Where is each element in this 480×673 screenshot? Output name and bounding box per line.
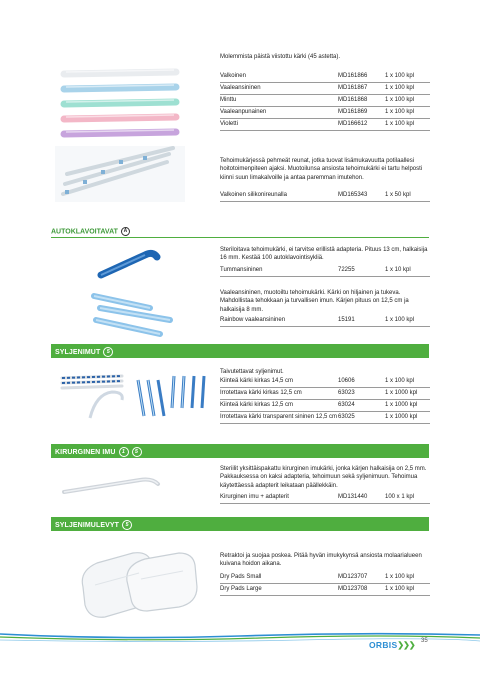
- product-row: [220, 118, 430, 131]
- product-row: [220, 189, 430, 202]
- product-row: [220, 314, 430, 327]
- product-quantity: 1 x 50 kpl: [385, 192, 411, 198]
- syljenimulevyt-title: SYLJENIMULEVYT 5: [55, 520, 132, 530]
- syljenimut-band: [51, 344, 429, 358]
- kirurginen-title: KIRURGINEN IMU 1 5: [55, 447, 142, 457]
- saliva-ejector-icon: 5: [122, 520, 132, 530]
- product-code: MD123707: [338, 574, 368, 580]
- product-quantity: 1 x 100 kpl: [385, 109, 415, 115]
- kirurginen-band: [51, 444, 429, 458]
- product-name: Violetti: [220, 121, 238, 127]
- product-quantity: 100 x 1 kpl: [385, 494, 415, 500]
- product-code: MD161866: [338, 73, 368, 79]
- dry-pads-image: [75, 545, 205, 625]
- product-code: 72255: [338, 267, 355, 273]
- product-quantity: 1 x 100 kpl: [385, 85, 415, 91]
- autoklavoitavat-intro2: Vaaleansininen, muotoiltu tehoimukärki. Kärki on hiljainen ja tukeva. Mahdollistaa tehokkaan ja turvallisen imun. Kärjen pituus on 12,5 cm ja halkaisija 8 mm.: [220, 290, 409, 313]
- syljenimut-intro: Taivutettavat syljenimut.: [220, 369, 284, 375]
- product-code: MD165343: [338, 192, 368, 198]
- product-quantity: 1 x 100 kpl: [385, 121, 415, 127]
- product-quantity: 1 x 100 kpl: [385, 317, 415, 323]
- surgical-aspirator-image: [62, 474, 162, 494]
- product-quantity: 1 x 100 kpl: [385, 378, 415, 384]
- rainbow-tips-image: [90, 290, 178, 340]
- product-name: Dry Pads Small: [220, 574, 262, 580]
- saliva-ejector-icon: 5: [132, 447, 142, 457]
- product-name: Irrotettava kärki transparent sininen 12,5 cm: [220, 414, 338, 420]
- product-quantity: 1 x 1000 kpl: [385, 390, 418, 396]
- product-row: [220, 264, 430, 277]
- product-code: 63025: [338, 414, 355, 420]
- product-quantity: 1 x 1000 kpl: [385, 402, 418, 408]
- syljenimut-title: SYLJENIMUT 5: [55, 347, 113, 357]
- autoklavoitavat-title: [51, 227, 130, 236]
- single-use-icon: 1: [119, 447, 129, 457]
- product-name: Minttu: [220, 97, 237, 103]
- blue-aspirator-image: [95, 245, 165, 280]
- product-code: MD161867: [338, 85, 368, 91]
- autoklavoitavat-intro: Steriloitava tehoimukärki, ei tarvitse erillistä adapteria. Pituus 13 cm, halkaisija 16 mm. Kestää 100 autoklavointisykliä.: [220, 247, 428, 262]
- saliva-ejector-icon: 5: [103, 347, 113, 357]
- product-code: 63023: [338, 390, 355, 396]
- product-name: Kiinteä kärki kirkas 12,5 cm: [220, 402, 294, 408]
- product-quantity: 1 x 100 kpl: [385, 574, 415, 580]
- product-name: Valkoinen: [220, 73, 246, 79]
- product-name: Kirurginen imu + adapterit: [220, 494, 289, 500]
- brand-arrows-icon: ❯❯❯: [397, 640, 415, 650]
- product-row: [220, 491, 430, 504]
- autoklavoitavat-divider: [51, 237, 429, 238]
- product-name: Irrotettava kärki kirkas 12,5 cm: [220, 390, 302, 396]
- orbis-logo: [369, 636, 415, 650]
- product-name: Vaaleanpunainen: [220, 109, 267, 115]
- product-name: Dry Pads Large: [220, 586, 262, 592]
- product-name: Rainbow vaaleansininen: [220, 317, 286, 323]
- product-quantity: 1 x 100 kpl: [385, 73, 415, 79]
- suction-tips-image: [58, 62, 183, 142]
- syljenimulevyt-band: [51, 517, 429, 531]
- product-name: Vaaleansininen: [220, 85, 261, 91]
- product-code: MD166612: [338, 121, 368, 127]
- product-code: 10606: [338, 378, 355, 384]
- page-number: 35: [421, 638, 428, 644]
- product-name: Valkoinen silikonireunalla: [220, 192, 287, 198]
- syljenimulevyt-intro: Retraktoi ja suojaa poskea. Pitää hyvän imukykynsä ansiosta molaarialueen kuivana hoidon aikana.: [220, 553, 422, 568]
- product-name: Kiinteä kärki kirkas 14,5 cm: [220, 378, 294, 384]
- brand-name: ORBIS: [369, 639, 398, 650]
- product-quantity: 1 x 100 kpl: [385, 586, 415, 592]
- saliva-ejectors-image: [60, 370, 210, 420]
- autoclave-icon: A: [121, 227, 130, 236]
- product-row: [220, 583, 430, 596]
- product-row: [220, 411, 430, 424]
- kirurginen-intro: Steriilit yksittäispakattu kirurginen imukärki, jonka kärjen halkaisija on 2,5 mm. Pakkauksessa on kaksi adapteria, tehoimuun sekä syljenimuun. Tehoimua käytettäessä adapterit leikataan päällekkäin.: [220, 466, 427, 489]
- product-quantity: 1 x 10 kpl: [385, 267, 411, 273]
- silicone-tips-image: [55, 146, 185, 202]
- product-code: 63024: [338, 402, 355, 408]
- section1-intro: Molemmista päistä viistottu kärki (45 astetta).: [220, 54, 341, 60]
- section2-intro: Tehoimukärjessä pehmeät reunat, jotka tuovat lisämukavuutta potilaallesi hoitotoimenpiteen ajaksi. Muotoilunsa ansiosta tehoimukärki ei tartu helposti kiinni suun limakalvoille ja antaa paremman imutehon.: [220, 158, 423, 181]
- autoklavoitavat-title-text: AUTOKLAVOITAVAT: [51, 228, 118, 236]
- product-code: MD161868: [338, 97, 368, 103]
- product-code: 15191: [338, 317, 355, 323]
- product-quantity: 1 x 1000 kpl: [385, 414, 418, 420]
- product-code: MD131440: [338, 494, 368, 500]
- product-code: MD123708: [338, 586, 368, 592]
- product-name: Tummansininen: [220, 267, 263, 273]
- product-quantity: 1 x 100 kpl: [385, 97, 415, 103]
- product-code: MD161869: [338, 109, 368, 115]
